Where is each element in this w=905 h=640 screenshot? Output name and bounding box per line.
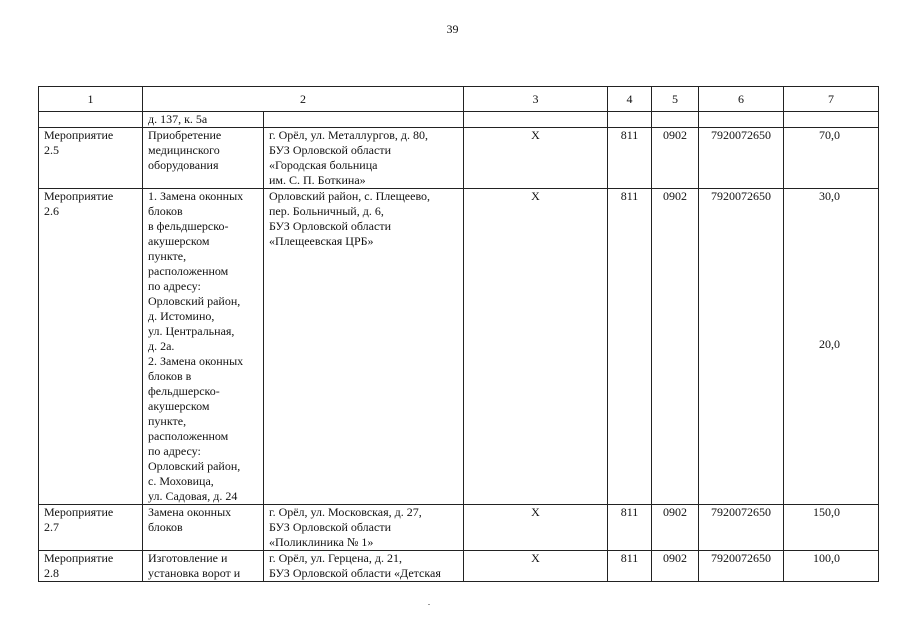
event-id: Мероприятие 2.5 bbox=[39, 128, 143, 189]
scan-speck bbox=[428, 604, 430, 605]
col4-value: 811 bbox=[608, 189, 652, 505]
cont-cell-3 bbox=[264, 112, 464, 128]
header-cell-7: 7 bbox=[784, 87, 879, 112]
cont-cell-1 bbox=[39, 112, 143, 128]
col4-value: 811 bbox=[608, 551, 652, 582]
table-row bbox=[39, 128, 879, 189]
event-name: Изготовление и установка ворот и bbox=[143, 551, 264, 582]
amount-cell bbox=[784, 189, 879, 505]
amount-value: 30,0 bbox=[819, 189, 840, 203]
col3-value: X bbox=[464, 189, 608, 505]
col5-value: 0902 bbox=[652, 128, 699, 189]
amount-cell bbox=[784, 551, 879, 582]
event-name: 1. Замена оконных блоков в фельдшерско- акушерском пункте, расположенном по адресу: Орловский район, д. Истомино, ул. Центральная, д. 2а. 2. Замена оконных блоков в фельдшерско- акушерском пункте, расположенном по адресу: Орловский район, с. Моховица, ул. Садовая, д. 24 bbox=[143, 189, 264, 505]
cont-cell-6 bbox=[652, 112, 699, 128]
event-id: Мероприятие 2.8 bbox=[39, 551, 143, 582]
table-row bbox=[39, 189, 879, 505]
col5-value: 0902 bbox=[652, 189, 699, 505]
event-name: Приобретение медицинского оборудования bbox=[143, 128, 264, 189]
page-number: 39 bbox=[446, 22, 459, 36]
col6-value: 7920072650 bbox=[699, 189, 784, 505]
budget-table bbox=[38, 86, 879, 582]
col4-value: 811 bbox=[608, 505, 652, 551]
table-header-row bbox=[39, 87, 879, 112]
header-cell-2: 2 bbox=[143, 87, 464, 112]
event-id: Мероприятие 2.6 bbox=[39, 189, 143, 505]
col6-value: 7920072650 bbox=[699, 551, 784, 582]
table-row bbox=[39, 551, 879, 582]
col3-value: X bbox=[464, 128, 608, 189]
event-address: г. Орёл, ул. Московская, д. 27, БУЗ Орловской области «Поликлиника № 1» bbox=[264, 505, 464, 551]
cont-cell-8 bbox=[784, 112, 879, 128]
amount-value: 20,0 bbox=[819, 337, 840, 351]
cont-cell-4 bbox=[464, 112, 608, 128]
table-row bbox=[39, 505, 879, 551]
col6-value: 7920072650 bbox=[699, 505, 784, 551]
event-id: Мероприятие 2.7 bbox=[39, 505, 143, 551]
col3-value: X bbox=[464, 505, 608, 551]
continuation-row bbox=[39, 112, 879, 128]
cont-cell-2: д. 137, к. 5а bbox=[143, 112, 264, 128]
header-cell-3: 3 bbox=[464, 87, 608, 112]
event-address: Орловский район, с. Плещеево, пер. Больничный, д. 6, БУЗ Орловской области «Плещеевская ЦРБ» bbox=[264, 189, 464, 505]
amount-value: 150,0 bbox=[813, 505, 840, 519]
header-cell-4: 4 bbox=[608, 87, 652, 112]
amount-value: 70,0 bbox=[819, 128, 840, 142]
header-cell-1: 1 bbox=[39, 87, 143, 112]
cont-cell-7 bbox=[699, 112, 784, 128]
event-address: г. Орёл, ул. Металлургов, д. 80, БУЗ Орловской области «Городская больница им. С. П. Боткина» bbox=[264, 128, 464, 189]
event-address: г. Орёл, ул. Герцена, д. 21, БУЗ Орловской области «Детская bbox=[264, 551, 464, 582]
col6-value: 7920072650 bbox=[699, 128, 784, 189]
header-cell-5: 5 bbox=[652, 87, 699, 112]
header-cell-6: 6 bbox=[699, 87, 784, 112]
amount-cell bbox=[784, 128, 879, 189]
amount-value: 100,0 bbox=[813, 551, 840, 565]
event-name: Замена оконных блоков bbox=[143, 505, 264, 551]
amount-cell bbox=[784, 505, 879, 551]
col5-value: 0902 bbox=[652, 551, 699, 582]
col5-value: 0902 bbox=[652, 505, 699, 551]
col3-value: X bbox=[464, 551, 608, 582]
col4-value: 811 bbox=[608, 128, 652, 189]
cont-cell-5 bbox=[608, 112, 652, 128]
